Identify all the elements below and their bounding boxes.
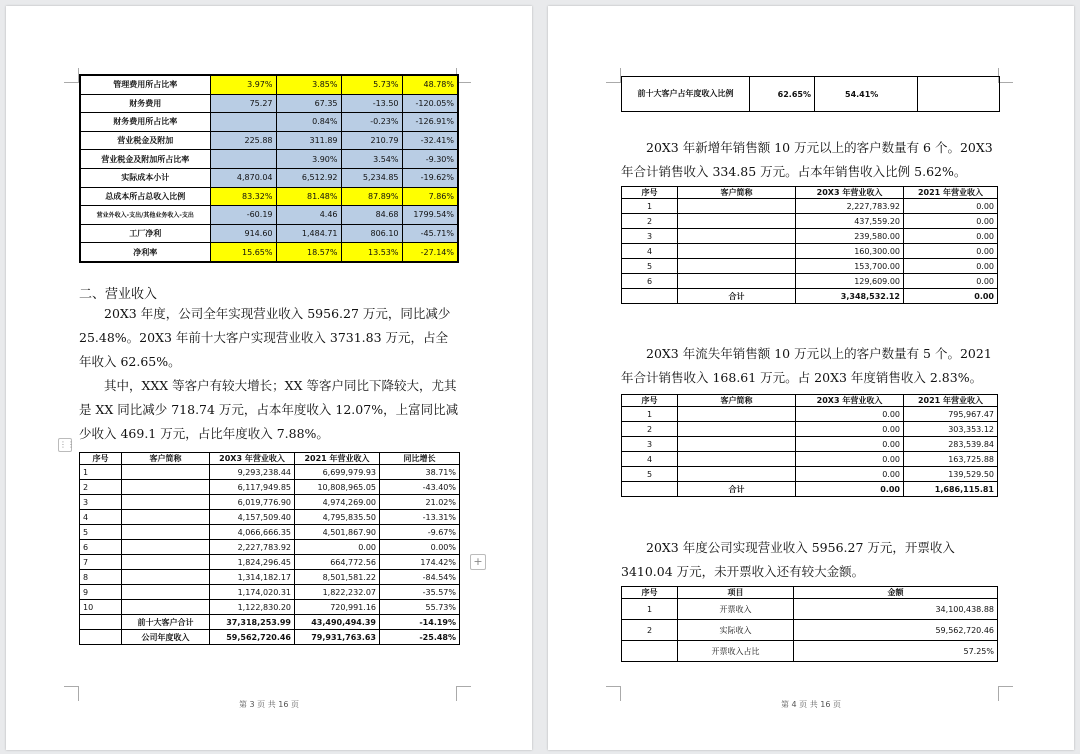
table-cell: 0.00 [904,199,998,214]
value-cell: 84.68 [341,206,402,225]
table-cell: 1,122,830.20 [210,600,295,615]
value-cell: 225.88 [210,131,276,150]
table-cell: 0.00 [295,540,380,555]
table-row [622,599,998,620]
table-cell: 3 [80,495,122,510]
table-cell: 6 [622,274,678,289]
row-label: 实际成本小计 [80,168,210,187]
table-row [622,199,998,214]
table-cell: 139,529.50 [904,467,998,482]
value-cell [210,150,276,169]
table-move-handle-icon[interactable]: ⋮⋮ [58,438,72,452]
value-cell: 75.27 [210,94,276,113]
table-cell: -43.40% [380,480,460,495]
column-header: 项目 [678,587,794,599]
total-cell: 0.00 [796,482,904,497]
table-cell: 1,314,182.17 [210,570,295,585]
table-cell: 0.00 [904,229,998,244]
value-cell: 15.65% [210,243,276,262]
share-label-cell: 前十大客户占年度收入比例 [622,77,750,112]
table-header-row [80,453,460,465]
table-row [80,168,458,187]
table-cell: 0.00 [796,407,904,422]
table-cell: 0.00 [904,259,998,274]
row-label: 营业税金及附加 [80,131,210,150]
share-empty-cell [918,77,1000,112]
table-cell [678,229,796,244]
row-label: 总成本所占总收入比例 [80,187,210,206]
value-cell: -60.19 [210,206,276,225]
value-cell [210,113,276,132]
table-cell [122,540,210,555]
table-cell: 开票收入 [678,599,794,620]
table-row [80,540,460,555]
total-row [622,482,998,497]
table-header-row [622,187,998,199]
table-row [80,243,458,262]
total-cell: 43,490,494.39 [295,615,380,630]
table-row [80,480,460,495]
table-row [622,229,998,244]
table-cell: -13.31% [380,510,460,525]
table-cell: 0.00 [796,467,904,482]
page-footer: 第 4 页 共 16 页 [781,700,841,709]
table-header-row [622,395,998,407]
table-cell [622,641,678,662]
table-cell: 1 [80,465,122,480]
value-cell: -120.05% [402,94,458,113]
total-cell: 合计 [678,289,796,304]
column-header: 客户简称 [678,187,796,199]
row-label: 营业外收入-支出/其他业务收入-支出 [80,206,210,225]
table-cell: 163,725.88 [904,452,998,467]
table-cell [678,199,796,214]
value-cell: 18.57% [276,243,341,262]
table-cell: 38.71% [380,465,460,480]
table-cell: -84.54% [380,570,460,585]
value-cell: 3.97% [210,75,276,94]
value-cell: -27.14% [402,243,458,262]
table-cell: 4 [622,244,678,259]
total-cell [80,630,122,645]
table-cell: 5 [622,467,678,482]
table-cell [678,407,796,422]
table-cell [678,274,796,289]
table-cell: 55.73% [380,600,460,615]
table-cell [678,467,796,482]
table-cell [122,600,210,615]
table-row [80,495,460,510]
value-cell: 67.35 [276,94,341,113]
page-footer: 第 3 页 共 16 页 [239,700,299,709]
table-cell: -35.57% [380,585,460,600]
top-ten-share-table [621,76,1000,112]
table-row [622,77,1000,112]
customer-change-paragraph: 其中，XXX 等客户有较大增长；XX 等客户同比下降较大，尤其是 XX 同比减少 718.74 万元，占本年度收入 12.07%，上富同比减少收入 469.1 万元，占比年度收入 7.88%。 [79,378,459,441]
table-cell: 9 [80,585,122,600]
total-cell: 3,348,532.12 [796,289,904,304]
table-cell: 实际收入 [678,620,794,641]
revenue-paragraph: 20X3 年度，公司全年实现营业收入 5956.27 万元，同比减少 25.48%。20X3 年前十大客户实现营业收入 3731.83 万元，占全年收入 62.65%。 [79,306,451,369]
new-customer-table [621,186,998,304]
column-header: 客户简称 [678,395,796,407]
table-cell [678,214,796,229]
total-cell: 合计 [678,482,796,497]
total-cell: 79,931,763.63 [295,630,380,645]
value-cell: 6,512.92 [276,168,341,187]
table-cell [678,452,796,467]
table-row [80,94,458,113]
column-header: 序号 [622,587,678,599]
add-row-icon[interactable]: + [470,554,486,570]
lost-customer-paragraph: 20X3 年流失年销售额 10 万元以上的客户数量有 5 个。2021 年合计销售收入 168.61 万元。占 20X3 年度销售收入 2.83%。 [621,346,992,385]
row-label: 净利率 [80,243,210,262]
table-cell: 8,501,581.22 [295,570,380,585]
total-cell: 1,686,115.81 [904,482,998,497]
table-row [80,187,458,206]
table-cell [122,465,210,480]
invoice-table [621,586,998,662]
table-cell: 3 [622,437,678,452]
table-row [622,407,998,422]
table-row [622,467,998,482]
total-cell: -25.48% [380,630,460,645]
table-row [80,555,460,570]
total-cell [622,482,678,497]
table-row [80,75,458,94]
table-cell: 2 [622,422,678,437]
table-row [622,641,998,662]
document-page-4 [548,6,1074,750]
table-cell: 6 [80,540,122,555]
table-cell: 6,019,776.90 [210,495,295,510]
value-cell: 5.73% [341,75,402,94]
table-cell: 1 [622,599,678,620]
table-cell: 5 [622,259,678,274]
section-heading: 二、营业收入 [79,287,158,302]
value-cell: 3.85% [276,75,341,94]
table-cell: 1,174,020.31 [210,585,295,600]
table-row [622,214,998,229]
column-header: 2021 年营业收入 [904,395,998,407]
share-20x3-cell: 62.65% [750,77,815,112]
table-cell: 10 [80,600,122,615]
total-cell: 37,318,253.99 [210,615,295,630]
table-cell: 21.02% [380,495,460,510]
table-row [80,150,458,169]
table-row [80,131,458,150]
table-cell: 0.00 [904,274,998,289]
table-cell: 开票收入占比 [678,641,794,662]
column-header: 2021 年营业收入 [295,453,380,465]
table-cell: 4,066,666.35 [210,525,295,540]
value-cell: 81.48% [276,187,341,206]
lost-customer-table [621,394,998,497]
table-cell [122,525,210,540]
table-cell: 8 [80,570,122,585]
table-row [80,224,458,243]
row-label: 工厂净利 [80,224,210,243]
value-cell: -9.30% [402,150,458,169]
value-cell: 4,870.04 [210,168,276,187]
table-cell: 1 [622,199,678,214]
table-cell: 2 [80,480,122,495]
table-cell [122,585,210,600]
table-cell [122,510,210,525]
financial-ratio-table [79,74,459,263]
table-row [80,206,458,225]
table-row [80,113,458,132]
table-row [622,244,998,259]
table-cell: 2 [622,620,678,641]
value-cell: 4.46 [276,206,341,225]
value-cell: -13.50 [341,94,402,113]
table-row [80,600,460,615]
value-cell: 3.54% [341,150,402,169]
column-header: 序号 [622,395,678,407]
value-cell: -45.71% [402,224,458,243]
table-cell: 2,227,783.92 [796,199,904,214]
crop-mark [998,68,1013,83]
table-row [622,259,998,274]
table-cell: 153,700.00 [796,259,904,274]
table-cell: 4,157,509.40 [210,510,295,525]
value-cell: -32.41% [402,131,458,150]
value-cell: -19.62% [402,168,458,187]
value-cell: 87.89% [341,187,402,206]
table-cell: 4 [80,510,122,525]
value-cell: 5,234.85 [341,168,402,187]
value-cell: 210.79 [341,131,402,150]
crop-mark [606,68,621,83]
column-header: 金额 [794,587,998,599]
table-row [622,452,998,467]
table-cell: 1,824,296.45 [210,555,295,570]
table-cell: 10,808,965.05 [295,480,380,495]
table-row [80,525,460,540]
column-header: 同比增长 [380,453,460,465]
table-cell: 2 [622,214,678,229]
table-cell: 4,974,269.00 [295,495,380,510]
table-cell [122,555,210,570]
table-cell: 0.00 [904,214,998,229]
crop-mark [64,68,79,83]
column-header: 20X3 年营业收入 [796,395,904,407]
table-header-row [622,587,998,599]
table-cell: 59,562,720.46 [794,620,998,641]
table-cell: 0.00 [904,244,998,259]
top-customer-table [79,452,460,645]
value-cell: -0.23% [341,113,402,132]
table-cell: 4,795,835.50 [295,510,380,525]
row-label: 财务费用所占比率 [80,113,210,132]
total-cell [622,289,678,304]
total-row [80,630,460,645]
total-cell: 59,562,720.46 [210,630,295,645]
table-cell [678,422,796,437]
column-header: 客户简称 [122,453,210,465]
total-row [622,289,998,304]
table-cell: 664,772.56 [295,555,380,570]
table-cell: 303,353.12 [904,422,998,437]
table-cell: 34,100,438.88 [794,599,998,620]
table-cell: 437,559.20 [796,214,904,229]
table-cell: 160,300.00 [796,244,904,259]
value-cell: 0.84% [276,113,341,132]
column-header: 序号 [80,453,122,465]
value-cell: -126.91% [402,113,458,132]
table-cell: 57.25% [794,641,998,662]
value-cell: 806.10 [341,224,402,243]
total-cell: 0.00 [904,289,998,304]
table-cell [678,244,796,259]
table-cell: 129,609.00 [796,274,904,289]
row-label: 管理费用所占比率 [80,75,210,94]
column-header: 序号 [622,187,678,199]
table-row [80,510,460,525]
table-cell [122,495,210,510]
table-cell: 0.00 [796,452,904,467]
value-cell: 1,484.71 [276,224,341,243]
table-cell: 4,501,867.90 [295,525,380,540]
table-cell: 3 [622,229,678,244]
table-cell: 7 [80,555,122,570]
table-row [622,620,998,641]
row-label: 财务费用 [80,94,210,113]
table-cell: 0.00 [796,422,904,437]
row-label: 营业税金及附加所占比率 [80,150,210,169]
table-cell: 4 [622,452,678,467]
table-cell: 0.00 [796,437,904,452]
new-customer-paragraph: 20X3 年新增年销售额 10 万元以上的客户数量有 6 个。20X3 年合计销售收入 334.85 万元。占本年销售收入比例 5.62%。 [621,140,993,179]
value-cell: 3.90% [276,150,341,169]
table-cell: -9.67% [380,525,460,540]
table-cell: 239,580.00 [796,229,904,244]
total-cell: 公司年度收入 [122,630,210,645]
table-row [80,465,460,480]
total-cell: 前十大客户合计 [122,615,210,630]
column-header: 20X3 年营业收入 [796,187,904,199]
table-cell: 1 [622,407,678,422]
table-cell: 0.00% [380,540,460,555]
value-cell: 1799.54% [402,206,458,225]
table-cell [122,570,210,585]
table-row [80,585,460,600]
value-cell: 48.78% [402,75,458,94]
document-page-3 [6,6,532,750]
table-cell [678,259,796,274]
table-cell: 795,967.47 [904,407,998,422]
table-cell [678,437,796,452]
table-cell: 2,227,783.92 [210,540,295,555]
table-row [80,570,460,585]
invoice-paragraph: 20X3 年度公司实现营业收入 5956.27 万元，开票收入 3410.04 万元，未开票收入还有较大金额。 [621,540,955,579]
table-row [622,437,998,452]
total-cell [80,615,122,630]
total-row [80,615,460,630]
column-header: 20X3 年营业收入 [210,453,295,465]
share-2021-cell: 54.41% [815,77,918,112]
value-cell: 311.89 [276,131,341,150]
table-row [622,274,998,289]
column-header: 2021 年营业收入 [904,187,998,199]
table-cell: 174.42% [380,555,460,570]
total-cell: -14.19% [380,615,460,630]
value-cell: 13.53% [341,243,402,262]
table-cell: 6,117,949.85 [210,480,295,495]
value-cell: 914.60 [210,224,276,243]
value-cell: 83.32% [210,187,276,206]
table-cell: 6,699,979.93 [295,465,380,480]
table-cell [122,480,210,495]
table-cell: 5 [80,525,122,540]
table-cell: 9,293,238.44 [210,465,295,480]
table-row [622,422,998,437]
value-cell: 7.86% [402,187,458,206]
table-cell: 720,991.16 [295,600,380,615]
table-cell: 1,822,232.07 [295,585,380,600]
table-cell: 283,539.84 [904,437,998,452]
